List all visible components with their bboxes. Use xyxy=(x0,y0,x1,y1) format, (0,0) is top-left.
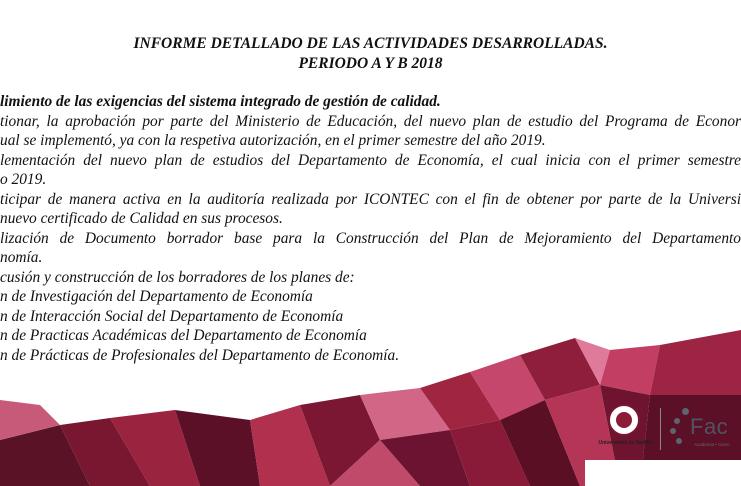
faculty-brand: Fac xyxy=(690,414,729,439)
body-line: ticipar de manera activa en la auditoría realizada por ICONTEC con el fin de obtener por parte de la Universi xyxy=(0,190,741,208)
body-line: cusión y construcción de los borradores de los planes de: xyxy=(0,268,355,286)
report-body xyxy=(0,92,741,372)
faculty-tagline: Academia • Cienc xyxy=(694,442,730,447)
list-item: n de Investigación del Departamento de Economía xyxy=(0,288,313,305)
logo-divider xyxy=(660,408,661,450)
body-line: lementación del nuevo plan de estudios del Departamento de Economía, el cual inicia con el primer semestre xyxy=(0,151,741,169)
body-line: lización de Documento borrador base para la Construcción del Plan de Mejoramiento del Departamento xyxy=(0,229,741,247)
faculty-dots-icon xyxy=(668,408,692,446)
body-line: o 2019. xyxy=(0,171,47,188)
university-name: Universidad de Nariño xyxy=(598,440,652,446)
body-line: ual se implementó, ya con la respetiva autorización, en el primer semestre del año 2019. xyxy=(0,132,546,149)
list-item: n de Interacción Social del Departamento de Economía xyxy=(0,307,344,325)
body-line: tionar, la aprobación por parte del Ministerio de Educación, del nuevo plan de estudio del Programa de Econor xyxy=(0,112,741,130)
title-line-2: PERIODO A Y B 2018 xyxy=(298,55,443,72)
body-line: nomía. xyxy=(0,249,43,266)
title-line-1: INFORME DETALLADO DE LAS ACTIVIDADES DESARROLLADAS. xyxy=(133,35,608,52)
list-item: n de Prácticas de Profesionales del Departamento de Economía. xyxy=(0,346,400,364)
document-title xyxy=(0,34,741,74)
list-item: n de Practicas Académicas del Departamento de Economía xyxy=(0,327,367,344)
university-seal-icon xyxy=(608,404,640,436)
section-heading: limiento de las exigencias del sistema integrado de gestión de calidad. xyxy=(0,93,441,110)
body-line: nuevo certificado de Calidad en sus procesos. xyxy=(0,210,283,227)
footer-logos xyxy=(596,400,741,460)
